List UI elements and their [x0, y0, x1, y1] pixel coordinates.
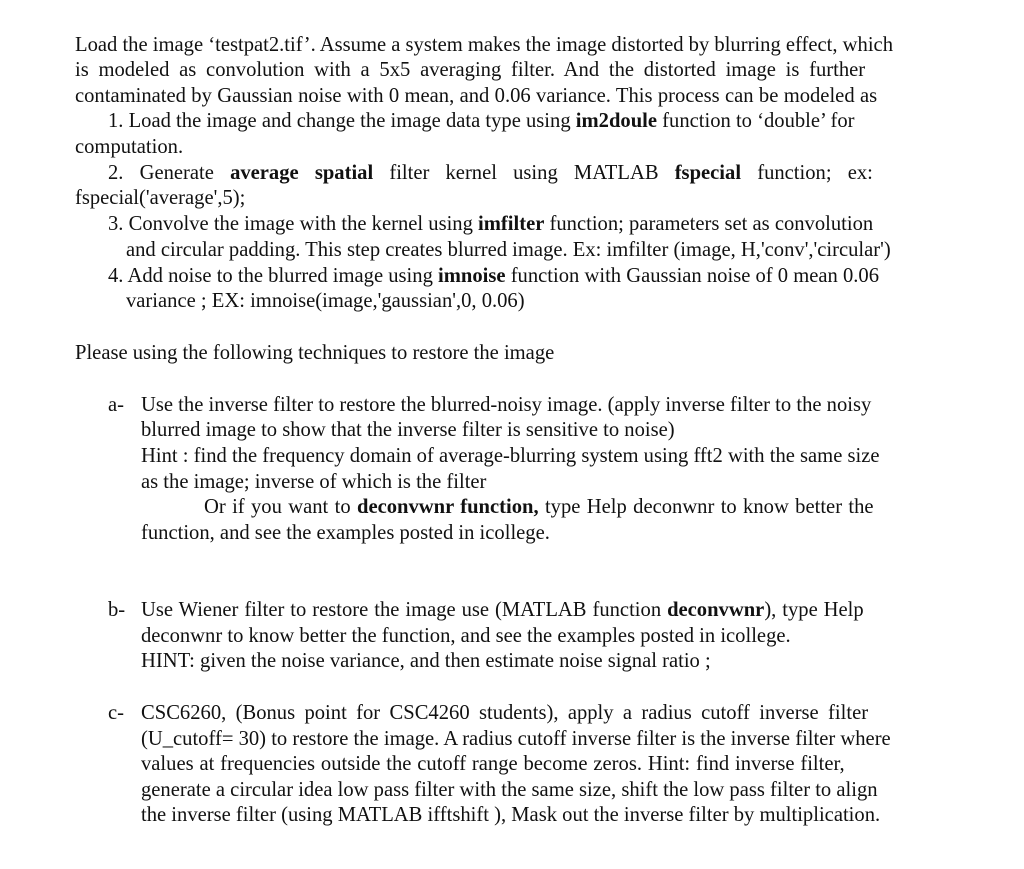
part-b-line-1: [141, 598, 864, 623]
step-1-text-end: function to ‘double’ for: [657, 110, 855, 132]
part-a-line-6: function, and see the examples posted in icollege.: [141, 522, 550, 544]
step-2-line-1: [108, 161, 873, 186]
intro-line-1: Load the image ‘testpat2.tif’. Assume a system makes the image distorted by blurring effect, which: [75, 34, 893, 56]
intro-line-3: contaminated by Gaussian noise with 0 mean, and 0.06 variance. This process can be modeled as: [75, 85, 878, 107]
step-3-line-2: and circular padding. This step creates blurred image. Ex: imfilter (image, H,'conv','circular'): [126, 239, 891, 261]
part-c-line-5: the inverse filter (using MATLAB ifftshift ), Mask out the inverse filter by multiplication.: [141, 804, 881, 826]
step-1-line-1: [108, 109, 855, 134]
part-a-text: Or if you want to: [204, 496, 357, 518]
part-a-line-1: Use the inverse filter to restore the blurred-noisy image. (apply inverse filter to the noisy: [141, 394, 872, 416]
part-b-marker: b-: [108, 599, 126, 621]
step-2-text-mid: filter kernel using MATLAB: [373, 162, 675, 184]
step-3-text: 3. Convolve the image with the kernel using: [108, 213, 479, 235]
step-4-function: imnoise: [438, 265, 506, 287]
part-b-function: deconvwnr: [667, 599, 765, 621]
part-a-text-end: type Help deconwnr to know better the: [538, 496, 874, 518]
part-b-line-2: deconwnr to know better the function, and see the examples posted in icollege.: [141, 625, 791, 647]
part-a-line-3: Hint : find the frequency domain of average-blurring system using fft2 with the same size: [141, 445, 880, 467]
step-4-line-1: [108, 264, 879, 289]
step-3-text-end: function; parameters set as convolution: [544, 213, 874, 235]
techniques-heading: Please using the following techniques to restore the image: [75, 342, 555, 364]
step-2-text-end: function; ex:: [741, 162, 873, 184]
step-3-function: imfilter: [478, 213, 545, 235]
step-4-line-2: variance ; EX: imnoise(image,'gaussian',0, 0.06): [126, 290, 525, 312]
part-a-function: deconvwnr function,: [357, 496, 539, 518]
part-b-line-3: HINT: given the noise variance, and then estimate noise signal ratio ;: [141, 650, 711, 672]
step-1-text: 1. Load the image and change the image data type using: [108, 110, 576, 132]
part-a-line-2: blurred image to show that the inverse filter is sensitive to noise): [141, 419, 675, 441]
part-a-line-4: as the image; inverse of which is the filter: [141, 471, 487, 493]
step-1-line-2: computation.: [75, 136, 184, 158]
part-c-line-1: CSC6260, (Bonus point for CSC4260 students), apply a radius cutoff inverse filter: [141, 702, 869, 724]
step-4-text: 4. Add noise to the blurred image using: [108, 265, 439, 287]
step-1-function: im2doule: [575, 110, 658, 132]
step-3-line-1: [108, 212, 873, 237]
part-b-text-end: ), type Help: [764, 599, 864, 621]
step-2-text: 2. Generate: [108, 162, 231, 184]
part-c-line-4: generate a circular idea low pass filter with the same size, shift the low pass filter to align: [141, 779, 878, 801]
step-2-line-2: fspecial('average',5);: [75, 187, 246, 209]
part-a-marker: a-: [108, 394, 124, 416]
step-4-text-end: function with Gaussian noise of 0 mean 0.06: [505, 265, 880, 287]
step-2-function: fspecial: [674, 162, 742, 184]
step-2-filter-type: average spatial: [230, 162, 374, 184]
part-c-marker: c-: [108, 702, 124, 724]
part-c-line-2: (U_cutoff= 30) to restore the image. A radius cutoff inverse filter is the inverse filter where: [141, 728, 891, 750]
part-a-line-5: [204, 495, 874, 520]
part-c-line-3: values at frequencies outside the cutoff range become zeros. Hint: find inverse filter,: [141, 753, 845, 775]
intro-line-2: is modeled as convolution with a 5x5 averaging filter. And the distorted image is further: [75, 59, 866, 81]
part-b-text: Use Wiener filter to restore the image use (MATLAB function: [141, 599, 668, 621]
